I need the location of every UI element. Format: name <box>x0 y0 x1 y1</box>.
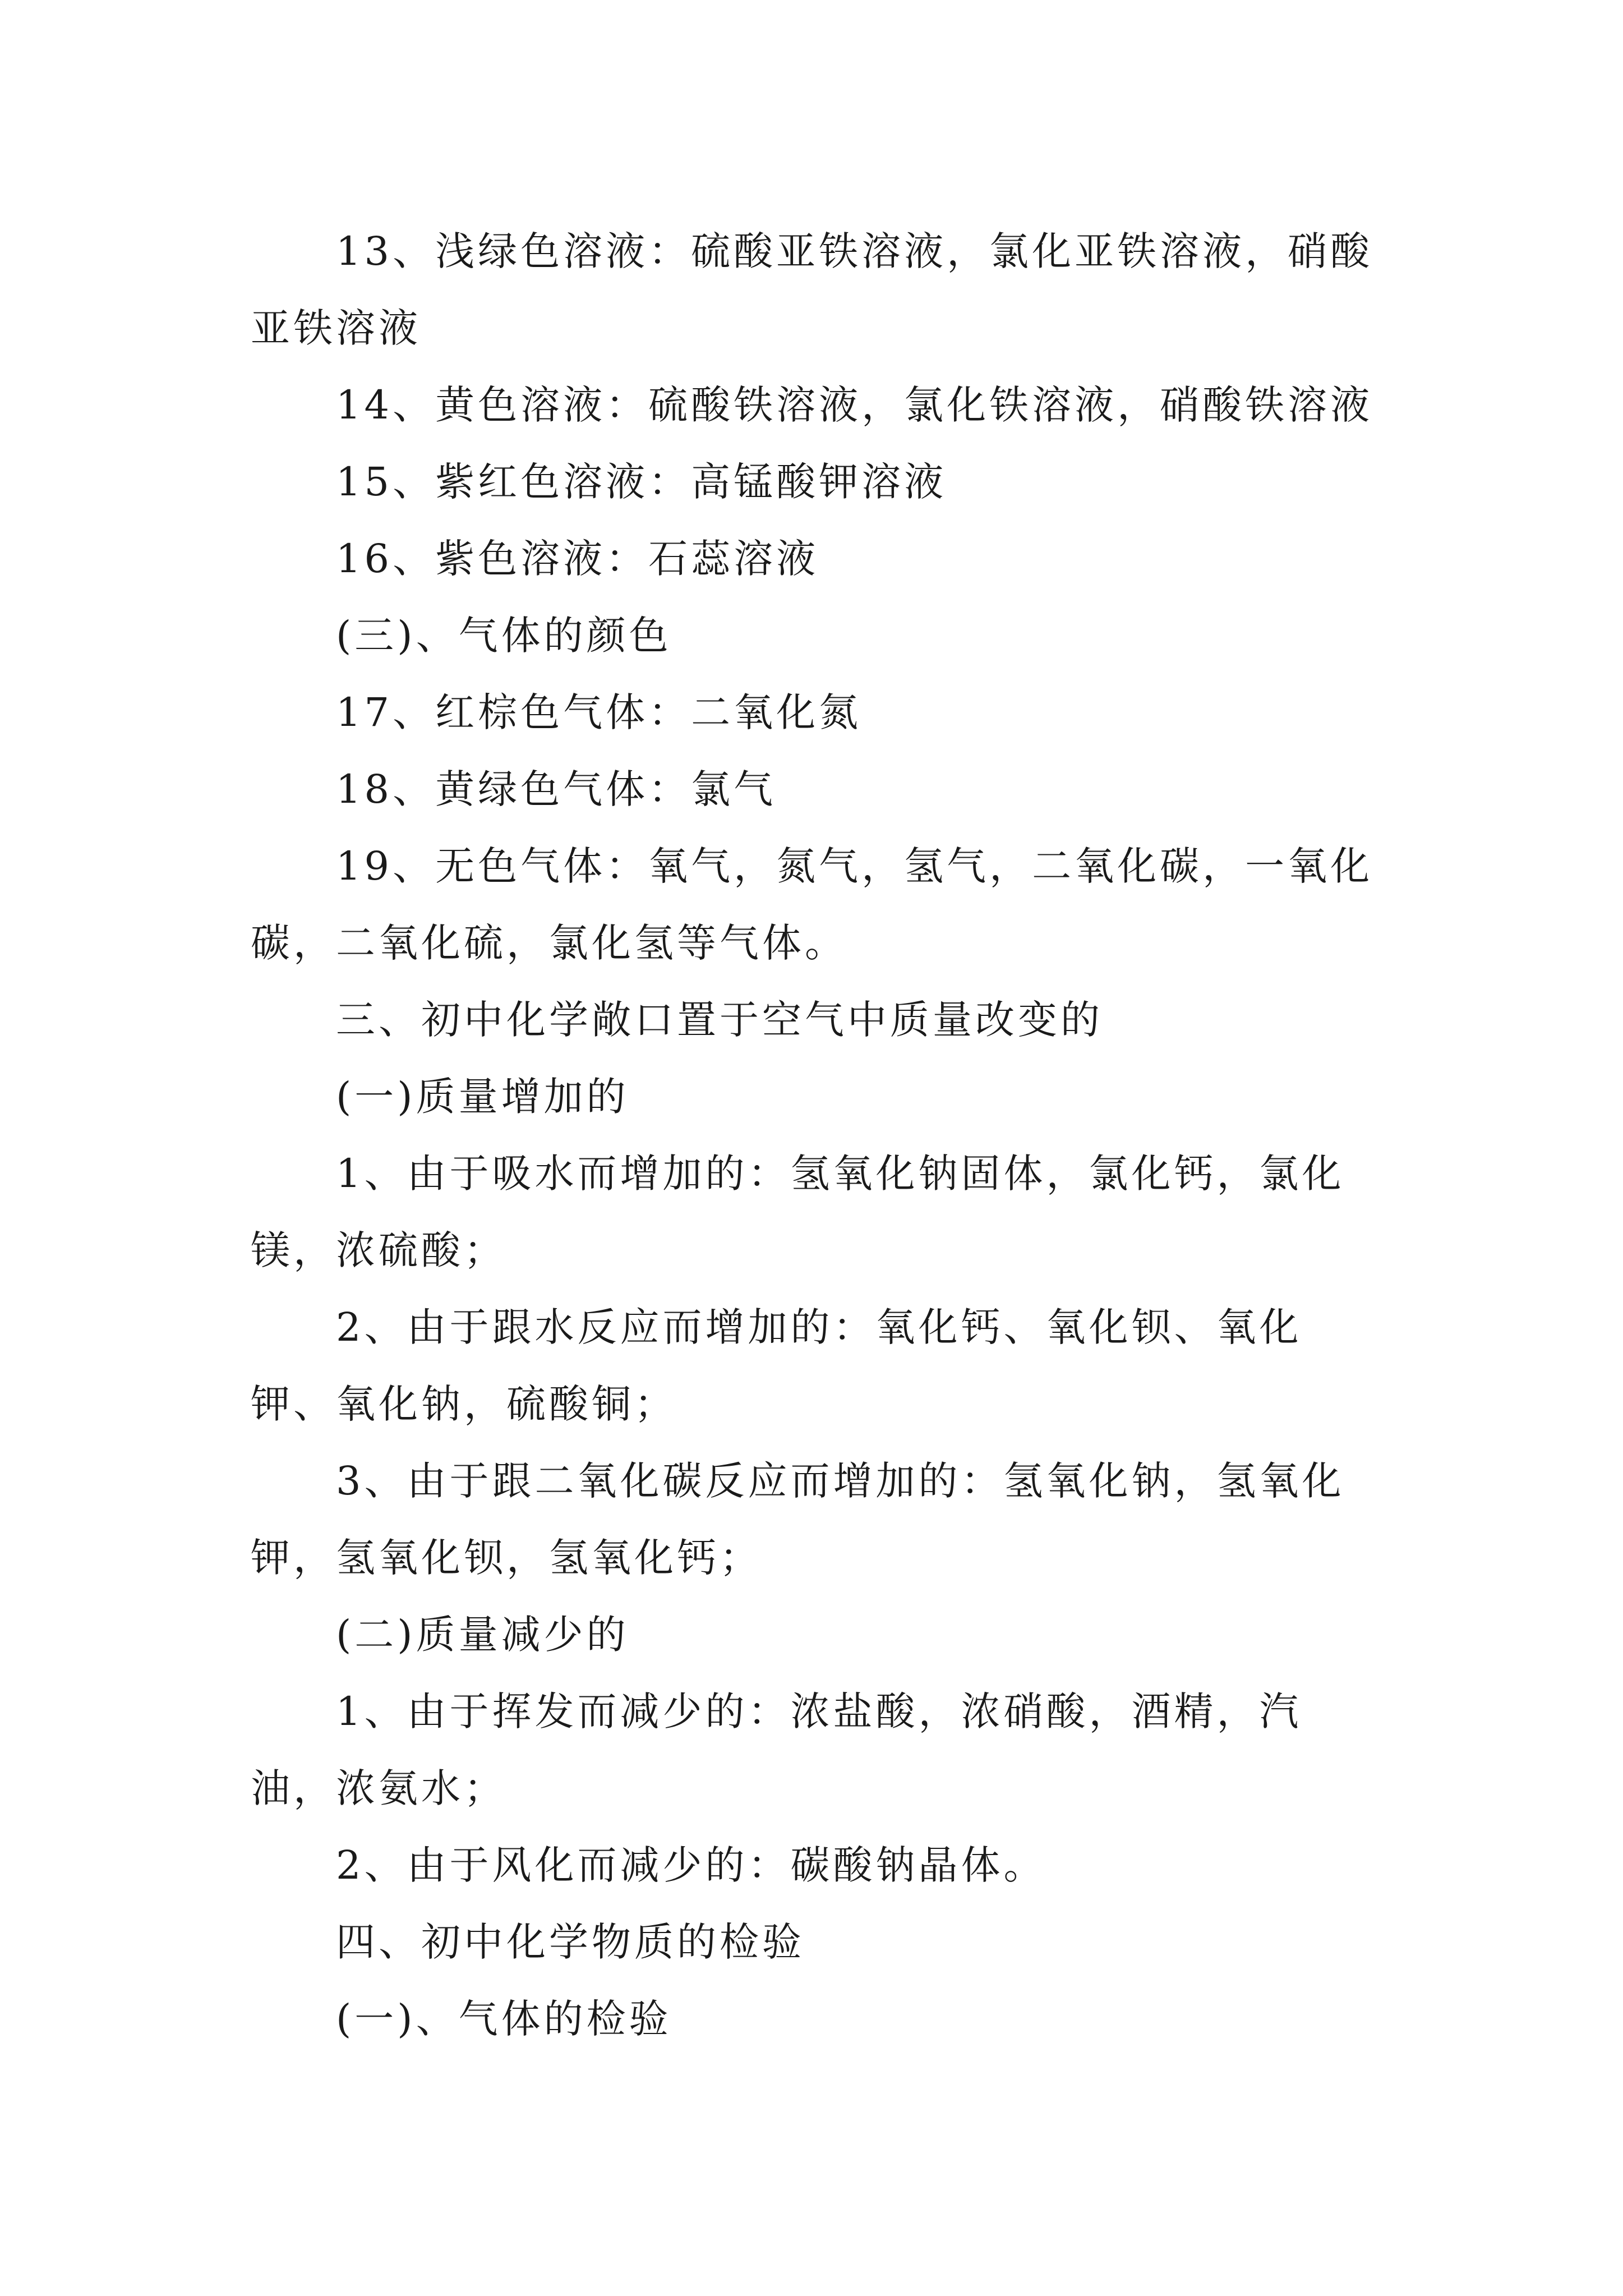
paragraph-decrease-volatilization: 1、由于挥发而减少的：浓盐酸，浓硝酸，酒精，汽油，浓氨水； <box>251 1688 1302 1811</box>
paragraph-decrease-efflorescence: 2、由于风化而减少的：碳酸钠晶体。 <box>336 1842 1046 1888</box>
paragraph-14-yellow-solution: 14、黄色溶液：硫酸铁溶液，氯化铁溶液，硝酸铁溶液 <box>336 382 1373 428</box>
paragraph-16-purple-solution: 16、紫色溶液：石蕊溶液 <box>336 536 819 582</box>
paragraph-increase-water-reaction: 2、由于跟水反应而增加的：氧化钙、氧化钡、氧化钾、氧化钠，硫酸铜； <box>251 1304 1302 1427</box>
heading-mass-increase: (一)质量增加的 <box>336 1074 629 1120</box>
heading-section-four: 四、初中化学物质的检验 <box>336 1919 805 1965</box>
paragraph-13-light-green-solution: 13、浅绿色溶液：硫酸亚铁溶液，氯化亚铁溶液，硝酸亚铁溶液 <box>251 228 1373 351</box>
paragraph-15-purple-red-solution: 15、紫红色溶液：高锰酸钾溶液 <box>336 459 947 505</box>
paragraph-increase-co2-reaction: 3、由于跟二氧化碳反应而增加的：氢氧化钠，氢氧化钾，氢氧化钡，氢氧化钙； <box>251 1458 1345 1581</box>
heading-gas-testing: (一)、气体的检验 <box>336 1996 672 2042</box>
paragraph-19-colorless-gas: 19、无色气体：氧气，氮气，氢气，二氧化碳，一氧化碳，二氧化硫，氯化氢等气体。 <box>251 843 1373 966</box>
heading-gas-colors: (三)、气体的颜色 <box>336 613 672 659</box>
document-body <box>251 213 1378 2058</box>
paragraph-18-yellow-green-gas: 18、黄绿色气体：氯气 <box>336 766 777 812</box>
paragraph-increase-water-absorption: 1、由于吸水而增加的：氢氧化钠固体，氯化钙，氯化镁，浓硫酸； <box>251 1151 1345 1273</box>
paragraph-17-red-brown-gas: 17、红棕色气体：二氧化氮 <box>336 689 862 735</box>
heading-section-three: 三、初中化学敞口置于空气中质量改变的 <box>336 997 1103 1043</box>
heading-mass-decrease: (二)质量减少的 <box>336 1612 629 1658</box>
